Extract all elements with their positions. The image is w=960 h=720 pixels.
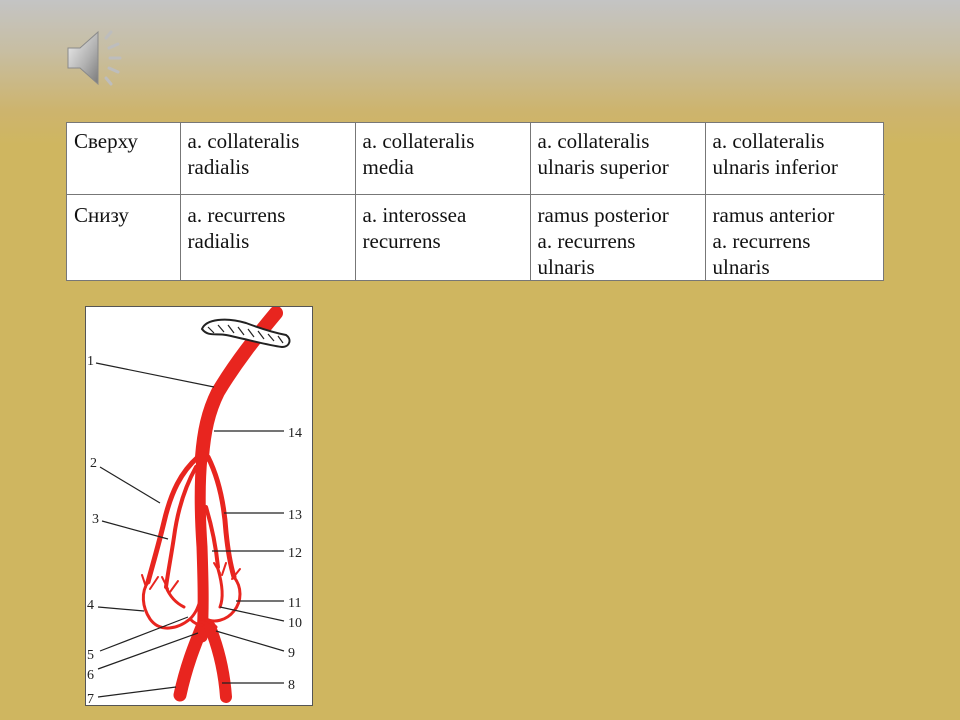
table-cell: a. collateralis media <box>355 123 530 195</box>
collateral-arteries-table <box>66 122 884 281</box>
speaker-icon[interactable] <box>64 28 128 88</box>
figure-label: 3 <box>92 512 99 527</box>
figure-label: 14 <box>288 426 302 441</box>
figure-label: 6 <box>87 668 94 683</box>
artery-drawing <box>142 313 276 697</box>
table-cell: ramus posterior a. recurrens ulnaris <box>530 195 705 281</box>
figure-label: 7 <box>87 692 94 705</box>
table-cell: a. collateralis ulnaris superior <box>530 123 705 195</box>
table-cell: a. interossea recurrens <box>355 195 530 281</box>
row-header-top: Сверху <box>67 123 180 195</box>
figure-label: 1 <box>87 354 94 369</box>
table-row-top <box>67 123 885 195</box>
figure-label: 12 <box>288 546 302 561</box>
figure-label: 2 <box>90 456 97 471</box>
figure-label: 9 <box>288 646 295 661</box>
figure-label: 13 <box>288 508 302 523</box>
elbow-arterial-network-figure <box>85 306 313 706</box>
figure-label: 10 <box>288 616 302 631</box>
table-cell: a. collateralis ulnaris inferior <box>705 123 885 195</box>
table-row-bottom <box>67 195 885 281</box>
table-cell: a. recurrens radialis <box>180 195 355 281</box>
figure-label: 8 <box>288 678 295 693</box>
table-cell: a. collateralis radialis <box>180 123 355 195</box>
row-header-bottom: Снизу <box>67 195 180 281</box>
figure-label: 11 <box>288 596 302 611</box>
table-cell: ramus anterior a. recurrens ulnaris <box>712 203 835 279</box>
figure-label: 5 <box>87 648 94 663</box>
figure-label: 4 <box>87 598 94 613</box>
